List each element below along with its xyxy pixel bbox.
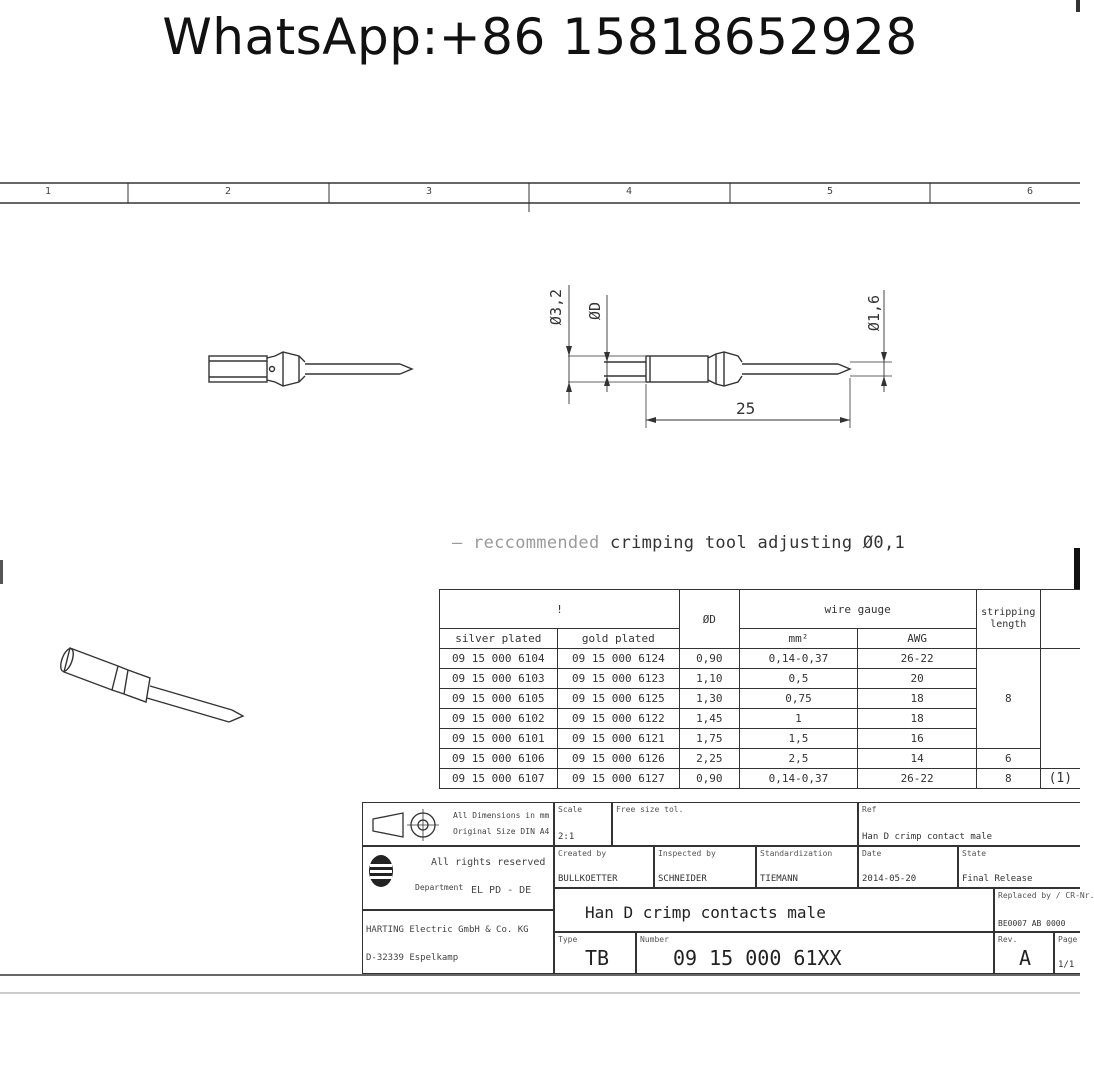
page-cell <box>1054 932 1080 974</box>
cell-od: 1,45 <box>680 709 739 729</box>
zone-number: 2 <box>224 186 232 197</box>
standardization-value: TIEMANN <box>760 874 798 884</box>
number-cell <box>636 932 994 974</box>
cell-silver: 09 15 000 6107 <box>440 769 558 789</box>
cell-mm2: 0,14-0,37 <box>739 649 858 669</box>
contact-spec-table <box>439 589 1080 789</box>
cell-mm2: 1 <box>739 709 858 729</box>
number-label: Number <box>640 935 669 944</box>
type-value: TB <box>585 946 610 970</box>
contact-isometric-view <box>58 647 243 722</box>
header-wire-gauge: wire gauge <box>739 590 976 629</box>
cell-gold: 09 15 000 6123 <box>557 669 680 689</box>
first-angle-projection-icon <box>367 805 447 845</box>
replaced-by-cell <box>994 888 1094 932</box>
drawn-by-value: BULLKOETTER <box>558 874 618 884</box>
free-size-label: Free size tol. <box>616 805 684 814</box>
inspected-by-cell <box>654 846 756 888</box>
company-address-cell <box>362 910 554 974</box>
type-cell <box>554 932 636 974</box>
cell-awg: 18 <box>858 709 976 729</box>
standardization-label: Standardization <box>760 849 833 858</box>
inspected-by-label: Inspected by <box>658 849 716 858</box>
date-value: 2014-05-20 <box>862 874 917 884</box>
scale-cell <box>554 802 612 846</box>
header-gold-plated: gold plated <box>557 629 680 649</box>
header-mm2: mm² <box>739 629 858 649</box>
title-cell <box>554 888 994 932</box>
header-silver-plated: silver plated <box>440 629 558 649</box>
cell-gold: 09 15 000 6121 <box>557 729 680 749</box>
cell-silver: 09 15 000 6102 <box>440 709 558 729</box>
dimension-pin-diameter: Ø1,6 <box>865 294 884 332</box>
contact-dimensioned-view <box>568 285 892 428</box>
ref-cell <box>858 802 1080 846</box>
cell-silver: 09 15 000 6106 <box>440 749 558 769</box>
dims-note-1: All Dimensions in mm <box>453 811 550 820</box>
harting-logo-icon <box>366 853 396 889</box>
ref-value: Han D crimp contact male <box>862 832 993 842</box>
drawn-by-label: Created by <box>558 849 607 858</box>
cell-awg: 16 <box>858 729 976 749</box>
cell-od: 0,90 <box>680 769 739 789</box>
company-name: HARTING Electric GmbH & Co. KG <box>366 925 529 935</box>
cell-mm2: 0,14-0,37 <box>739 769 858 789</box>
zone-number: 6 <box>1026 186 1034 197</box>
cell-awg: 18 <box>858 689 976 709</box>
note-text: crimping tool adjusting Ø0,1 <box>610 533 906 553</box>
cell-awg: 26-22 <box>858 649 976 669</box>
dimension-outer-diameter: Ø3,2 <box>547 288 566 326</box>
cell-stripping: 8 <box>976 769 1040 789</box>
note-faded-text: — reccommended <box>452 533 600 553</box>
company-city: D-32339 Espelkamp <box>366 953 459 963</box>
state-value: Final Release <box>962 874 1033 884</box>
cell-gold: 09 15 000 6126 <box>557 749 680 769</box>
cell-gold: 09 15 000 6122 <box>557 709 680 729</box>
dims-note-2: Original Size DIN A4 <box>453 827 550 836</box>
replaced-by-label: Replaced by / CR-Nr. <box>998 891 1094 900</box>
cell-silver: 09 15 000 6101 <box>440 729 558 749</box>
drawing-title: Han D crimp contacts male <box>585 903 826 922</box>
standardization-cell <box>756 846 858 888</box>
header-part-number: ! <box>440 590 680 629</box>
cell-silver: 09 15 000 6104 <box>440 649 558 669</box>
page-value: 1/1 <box>1058 960 1075 970</box>
drawing-number: 09 15 000 61XX <box>673 946 842 970</box>
cell-mm2: 0,75 <box>739 689 858 709</box>
drawn-by-cell <box>554 846 654 888</box>
company-logo-cell <box>362 846 554 910</box>
cell-silver: 09 15 000 6105 <box>440 689 558 709</box>
cell-gold: 09 15 000 6124 <box>557 649 680 669</box>
ref-label: Ref <box>862 805 877 814</box>
type-label: Type <box>558 935 578 944</box>
zone-number: 4 <box>625 186 633 197</box>
table-row <box>440 769 1081 789</box>
dimension-bore-diameter: ØD <box>586 301 605 321</box>
cell-mm2: 0,5 <box>739 669 858 689</box>
scale-value: 2:1 <box>558 832 575 842</box>
cell-gold: 09 15 000 6125 <box>557 689 680 709</box>
cell-awg: 14 <box>858 749 976 769</box>
zone-number: 5 <box>826 186 834 197</box>
cell-gold: 09 15 000 6127 <box>557 769 680 789</box>
contact-side-view-small <box>209 352 412 386</box>
scale-label: Scale <box>558 805 583 814</box>
revision-value: A <box>1019 946 1032 970</box>
cell-awg: 20 <box>858 669 976 689</box>
state-label: State <box>962 849 987 858</box>
department-label: Department <box>415 883 464 892</box>
cell-od: 1,30 <box>680 689 739 709</box>
whatsapp-watermark: WhatsApp:+86 15818652928 <box>162 8 918 66</box>
projection-cell <box>362 802 554 846</box>
date-cell <box>858 846 958 888</box>
free-size-cell <box>612 802 858 846</box>
revision-label: Rev. <box>998 935 1018 944</box>
department-value: EL PD - DE <box>471 885 532 896</box>
revision-cell <box>994 932 1054 974</box>
dimension-length: 25 <box>736 399 756 418</box>
cell-mm2: 2,5 <box>739 749 858 769</box>
cell-stripping: 6 <box>976 749 1040 769</box>
cell-od: 1,75 <box>680 729 739 749</box>
zone-number: 3 <box>425 186 433 197</box>
header-od: ØD <box>680 590 739 649</box>
row-marker: (1) <box>1040 769 1080 789</box>
date-label: Date <box>862 849 882 858</box>
header-stripping-length: stripping length <box>976 590 1040 649</box>
cell-od: 1,10 <box>680 669 739 689</box>
cell-od: 0,90 <box>680 649 739 669</box>
crimp-tool-note <box>452 533 905 553</box>
zone-number: 1 <box>44 186 52 197</box>
replaced-by-value: BE0007 AB 0000 <box>998 919 1066 928</box>
state-cell <box>958 846 1080 888</box>
table-row <box>440 649 1081 669</box>
cell-mm2: 1,5 <box>739 729 858 749</box>
rights-text: All rights reserved <box>431 857 546 868</box>
header-awg: AWG <box>858 629 976 649</box>
cell-od: 2,25 <box>680 749 739 769</box>
cell-stripping: 8 <box>976 649 1040 749</box>
inspected-by-value: SCHNEIDER <box>658 874 707 884</box>
table-row <box>440 749 1081 769</box>
cell-silver: 09 15 000 6103 <box>440 669 558 689</box>
cell-awg: 26-22 <box>858 769 976 789</box>
page-label: Page <box>1058 935 1078 944</box>
